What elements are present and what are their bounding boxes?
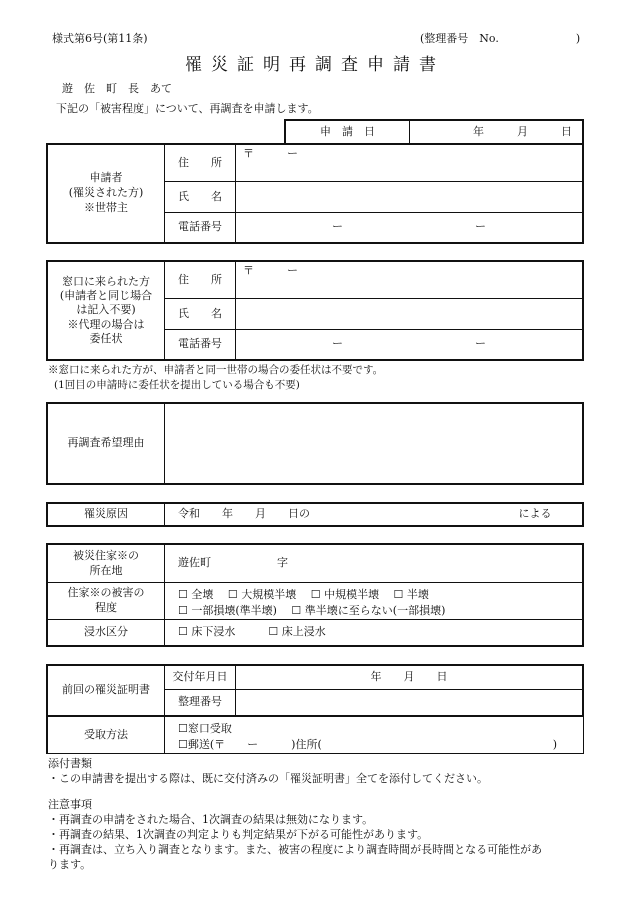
applicant-address-label: 住 所 — [178, 155, 222, 169]
previous-label: 前回の罹災証明書 — [62, 683, 150, 697]
page-title: 罹災証明再調査申請書 — [185, 55, 445, 75]
date-label: 申 請 日 — [320, 124, 375, 138]
damage-label: 住家※の被害の 程度 — [67, 586, 145, 614]
agent-note-2: (1回目の申請時に委任状を提出している場合も不要) — [54, 379, 300, 391]
location-input[interactable]: 遊佐町 字 — [178, 556, 288, 570]
applicant-name-label: 氏 名 — [178, 189, 222, 203]
intro-text: 下記の「被害程度」について、再調査を申請します。 — [56, 102, 319, 115]
flood-options[interactable]: ☐ 床下浸水 ☐ 床上浸水 — [178, 625, 326, 639]
agent-name-input[interactable] — [236, 299, 582, 329]
applicant-address-input[interactable]: 〒 ー — [243, 147, 298, 160]
caution-item-1: ・再調査の申請をされた場合、1次調査の結果は無効になります。 — [48, 813, 374, 826]
caution-item-2: ・再調査の結果、1次調査の判定よりも判定結果が下がる可能性があります。 — [48, 828, 429, 841]
agent-note-1: ※窓口に来られた方が、申請者と同一世帯の場合の委任状は不要です。 — [48, 364, 384, 376]
agent-phone-input[interactable]: ー ー — [332, 337, 486, 351]
damage-options-row-2[interactable]: ☐ 一部損壊(準半壊) ☐ 準半壊に至らない(一部損壊) — [178, 604, 446, 617]
agent-address-input[interactable]: 〒 ー — [243, 264, 298, 277]
form-number: 様式第6号(第11条) — [52, 32, 148, 45]
flood-label: 浸水区分 — [84, 625, 128, 639]
ref-no-input[interactable] — [236, 690, 582, 715]
receipt-option-mail[interactable]: ☐郵送(〒 ー )住所( ) — [178, 738, 558, 751]
location-label: 被災住家※の 所在地 — [73, 548, 139, 577]
attachments-item: ・この申請書を提出する際は、既に交付済みの「罹災証明書」全てを添付してください。 — [48, 772, 488, 785]
reference-number: (整理番号 No. ) — [420, 32, 581, 45]
receipt-label: 受取方法 — [84, 727, 128, 741]
addressee: 遊 佐 町 長 あて — [62, 82, 172, 95]
applicant-phone-input[interactable]: ー ー — [332, 220, 486, 234]
reason-label: 再調査希望理由 — [67, 436, 145, 450]
receipt-option-counter[interactable]: ☐窓口受取 — [178, 722, 232, 735]
cause-label: 罹災原因 — [84, 507, 128, 521]
applicant-phone-label: 電話番号 — [178, 220, 222, 234]
issue-date-input[interactable]: 年 月 日 — [370, 670, 448, 684]
cautions-heading: 注意事項 — [48, 798, 92, 811]
agent-address-label: 住 所 — [178, 272, 222, 286]
ref-no-label: 整理番号 — [178, 695, 222, 709]
attachments-heading: 添付書類 — [48, 757, 92, 770]
agent-side-label: 窓口に来られた方 (申請者と同じ場合 は記入不要) ※代理の場合は 委任状 — [59, 274, 153, 345]
damage-options-row-1[interactable]: ☐ 全壊 ☐ 大規模半壊 ☐ 中規模半壊 ☐ 半壊 — [178, 588, 429, 601]
issue-date-label: 交付年月日 — [172, 670, 228, 684]
applicant-name-input[interactable] — [236, 182, 582, 212]
caution-item-3: ・再調査は、立ち入り調査となります。また、被害の程度により調査時間が長時間となる可能性があ — [48, 843, 543, 856]
applicant-side-label: 申請者 (罹災された方) ※世帯主 — [68, 171, 144, 214]
cause-date-input[interactable]: 令和 年 月 日の — [178, 507, 310, 521]
reason-input[interactable] — [165, 404, 582, 483]
date-value[interactable]: 年 月 日 — [473, 124, 572, 138]
agent-phone-label: 電話番号 — [178, 337, 222, 351]
cause-suffix: による — [518, 507, 552, 521]
caution-item-4: ります。 — [48, 858, 92, 871]
agent-name-label: 氏 名 — [178, 306, 222, 320]
